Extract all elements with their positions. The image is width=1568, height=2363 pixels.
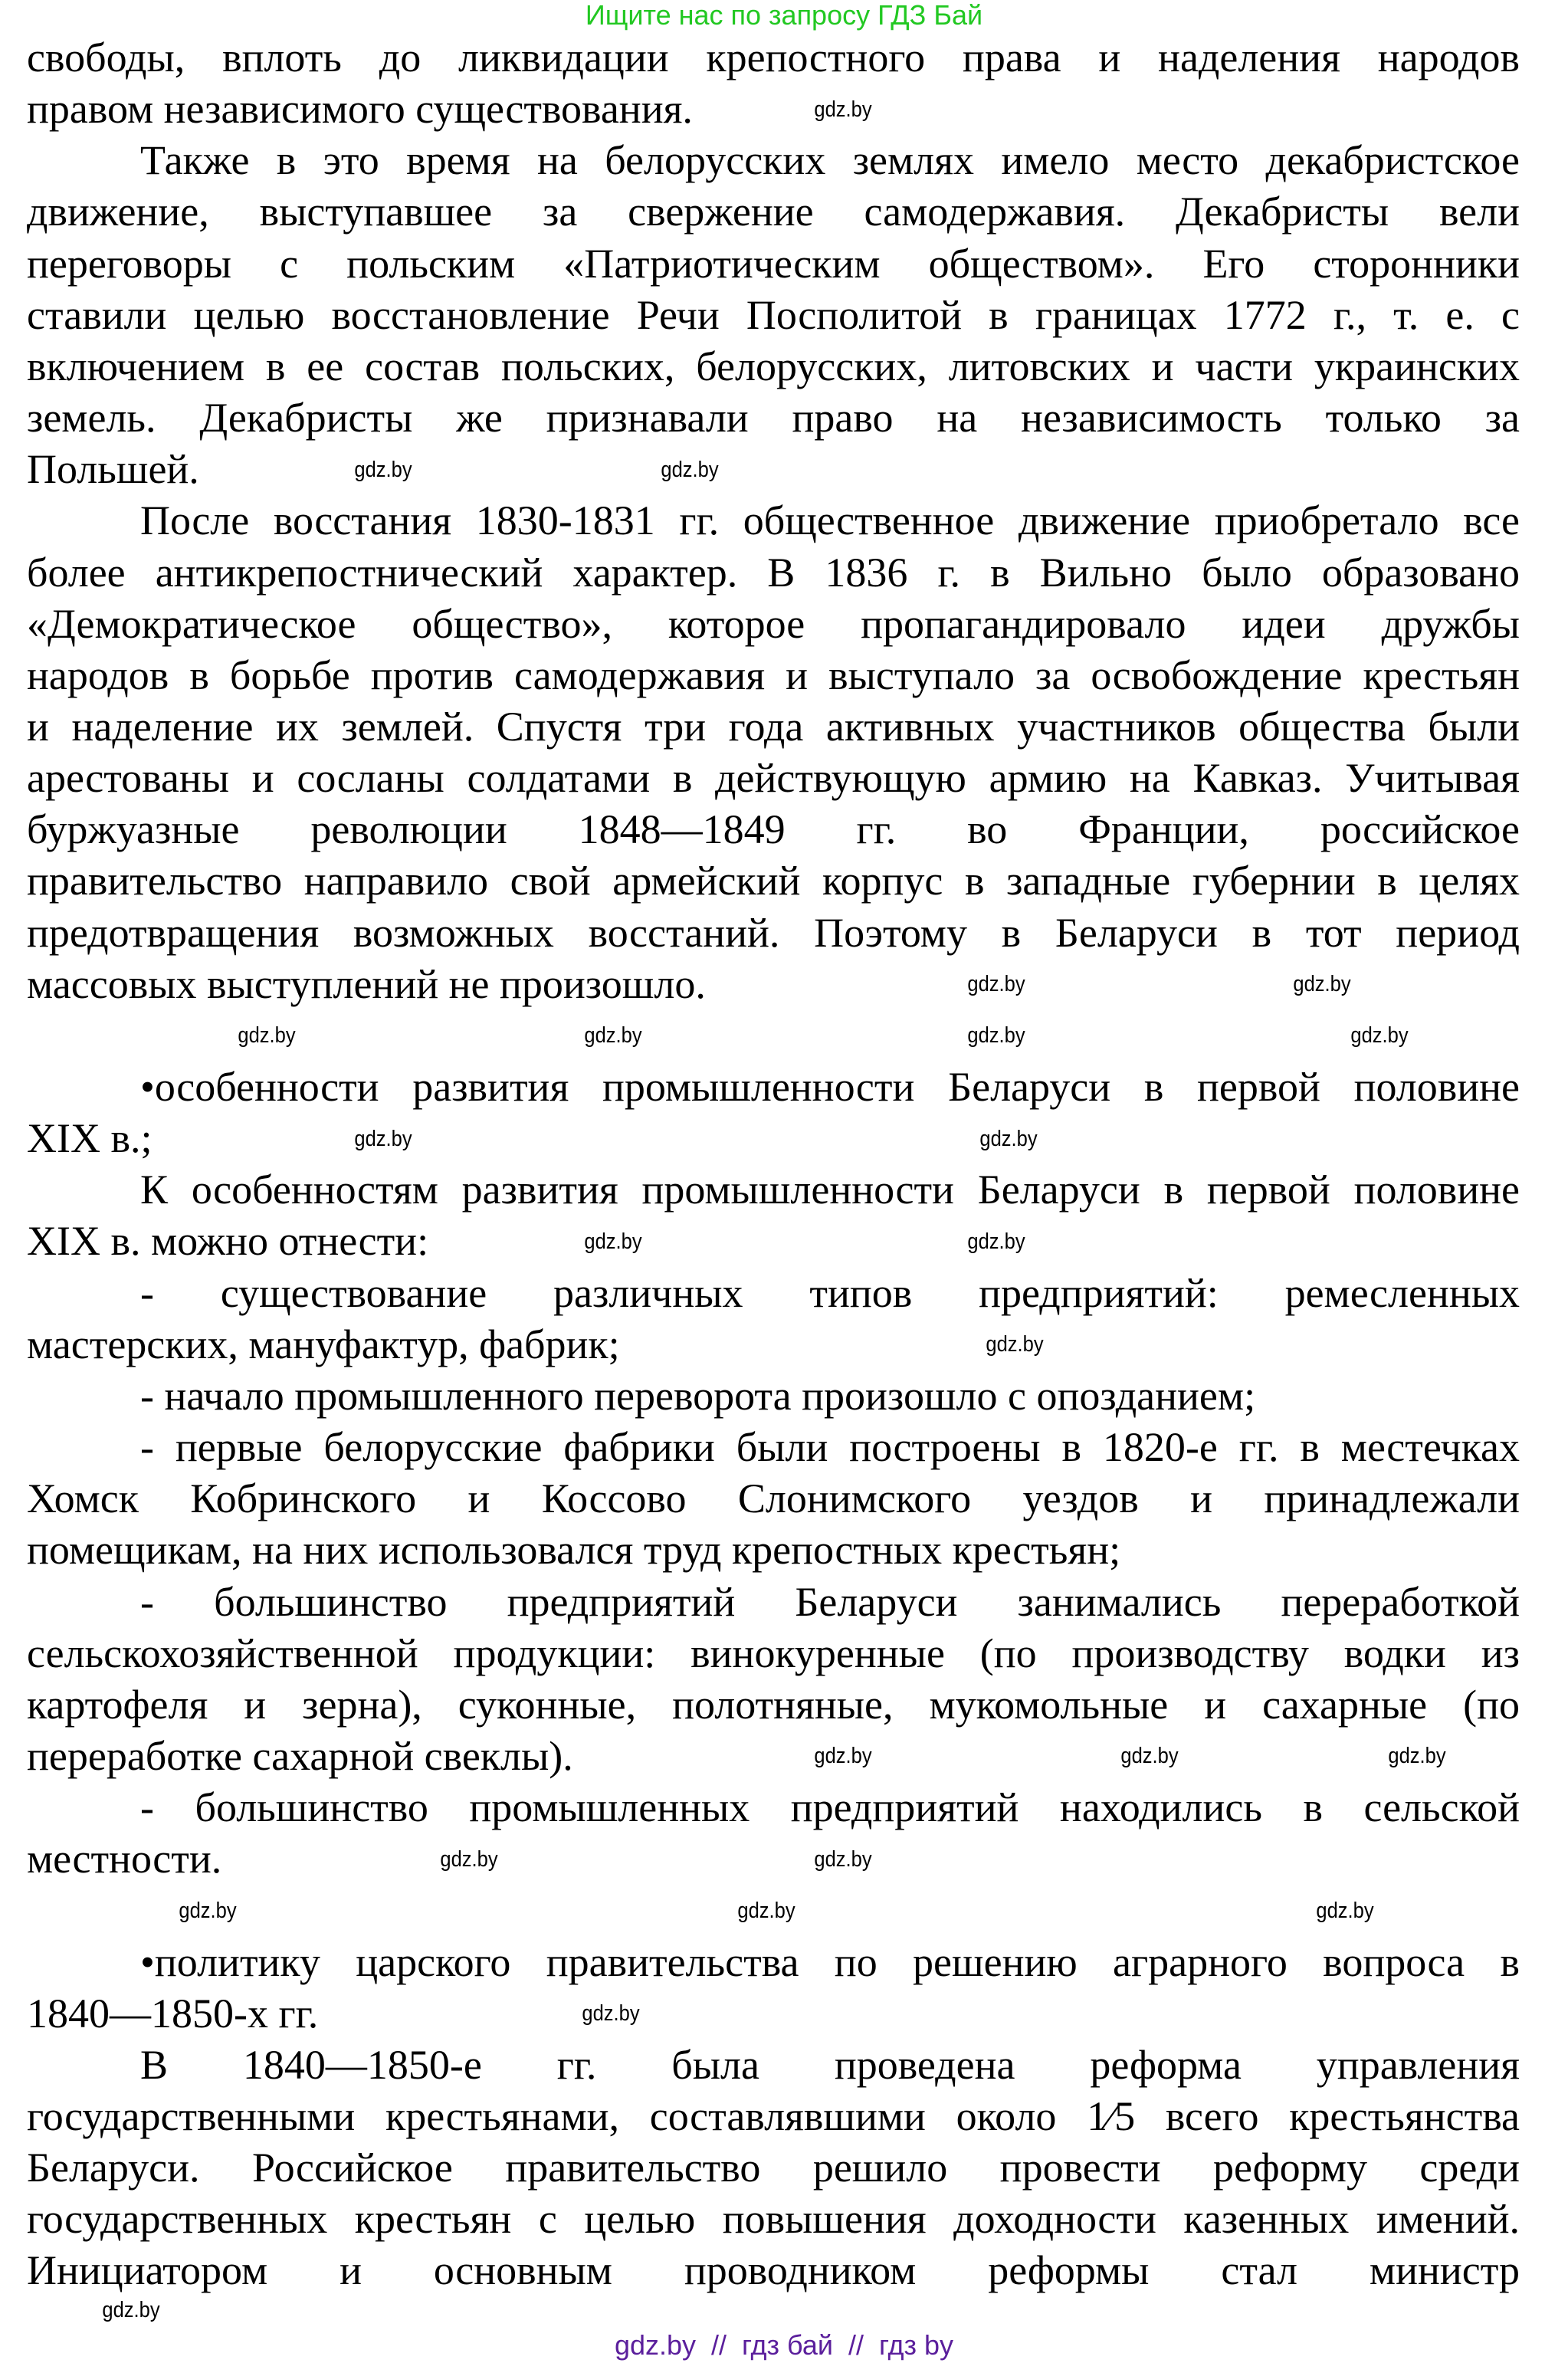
watermark: gdz.by <box>102 2298 160 2322</box>
text-line: помещикам, на них использовался труд крепостных крестьян; <box>27 1527 1121 1574</box>
watermark: gdz.by <box>979 1127 1038 1151</box>
text-line: переработке сахарной свеклы). <box>27 1732 573 1779</box>
watermark: gdz.by <box>1293 972 1351 996</box>
watermark: gdz.by <box>354 458 412 482</box>
text-line: картофеля и зерна), суконные, полотняные, мукомольные и сахарные (по <box>27 1681 1520 1728</box>
watermark: gdz.by <box>1388 1744 1446 1768</box>
footer-links[interactable]: gdz.by // гдз бай // гдз by <box>614 2329 954 2361</box>
text-line: предотвращения возможных восстаний. Поэтому в Беларуси в тот период <box>27 909 1520 956</box>
paragraph-start-line: К особенностям развития промышленности Беларуси в первой половине <box>140 1167 1520 1213</box>
text-line: свободы, вплоть до ликвидации крепостного права и наделения народов <box>27 34 1520 80</box>
text-line: Инициатором и основным проводником реформы стал министр <box>27 2247 1520 2294</box>
text-line: Польшей. <box>27 446 199 493</box>
text-line: мастерских, мануфактур, фабрик; <box>27 1321 620 1367</box>
search-hint-banner: Ищите нас по запросу ГДЗ Бай <box>585 0 983 31</box>
text-line: переговоры с польским «Патриотическим обществом». Его сторонники <box>27 240 1520 287</box>
text-line: земель. Декабристы же признавали право на независимость только за <box>27 395 1520 441</box>
text-line: арестованы и сосланы солдатами в действующую армию на Кавказ. Учитывая <box>27 755 1520 802</box>
question-heading: •особенности развития промышленности Беларуси в первой половине <box>140 1064 1520 1110</box>
text-line: правом независимого существования. <box>27 86 693 133</box>
watermark: gdz.by <box>582 2001 640 2026</box>
text-line: XIX в. можно отнести: <box>27 1218 429 1265</box>
watermark: gdz.by <box>238 1023 296 1048</box>
text-line: и наделение их землей. Спустя три года активных участников общества были <box>27 703 1520 750</box>
text-line: движение, выступавшее за свержение самодержавия. Декабристы вели <box>27 189 1520 235</box>
text-line: включением в ее состав польских, белорусских, литовских и части украинских <box>27 343 1520 389</box>
text-line: государственных крестьян с целью повышения доходности казенных имений. <box>27 2196 1520 2243</box>
watermark: gdz.by <box>814 1744 872 1768</box>
watermark: gdz.by <box>1316 1899 1374 1923</box>
watermark: gdz.by <box>814 1847 872 1872</box>
text-line: правительство направило свой армейский корпус в западные губернии в целях <box>27 858 1520 904</box>
watermark: gdz.by <box>584 1023 642 1048</box>
watermark: gdz.by <box>967 1229 1025 1254</box>
watermark: gdz.by <box>661 458 719 482</box>
watermark: gdz.by <box>967 972 1025 996</box>
text-line: местности. <box>27 1836 222 1882</box>
text-line: Хомск Кобринского и Коссово Слонимского уездов и принадлежали <box>27 1475 1520 1522</box>
paragraph-start-line: В 1840—1850-е гг. была проведена реформа управления <box>140 2041 1520 2088</box>
text-line: Беларуси. Российское правительство решило провести реформу среди <box>27 2145 1520 2191</box>
watermark: gdz.by <box>179 1899 237 1923</box>
text-line: государственными крестьянами, составлявшими около 1⁄5 всего крестьянства <box>27 2093 1520 2139</box>
watermark: gdz.by <box>986 1332 1044 1357</box>
watermark: gdz.by <box>584 1229 642 1254</box>
list-item: - первые белорусские фабрики были построены в 1820-е гг. в местечках <box>140 1424 1520 1471</box>
text-line: сельскохозяйственной продукции: винокуренные (по производству водки из <box>27 1629 1520 1676</box>
paragraph-start-line: Также в это время на белорусских землях имело место декабристское <box>140 137 1520 184</box>
list-item: - большинство предприятий Беларуси занимались переработкой <box>140 1578 1520 1625</box>
list-item: - большинство промышленных предприятий находились в сельской <box>140 1784 1520 1831</box>
watermark: gdz.by <box>1350 1023 1409 1048</box>
watermark: gdz.by <box>737 1899 795 1923</box>
watermark: gdz.by <box>967 1023 1025 1048</box>
watermark: gdz.by <box>1120 1744 1179 1768</box>
text-line: массовых выступлений не произошло. <box>27 960 706 1007</box>
question-heading: 1840—1850-х гг. <box>27 1990 319 2036</box>
question-heading: •политику царского правительства по решению аграрного вопроса в <box>140 1938 1520 1985</box>
watermark: gdz.by <box>814 97 872 122</box>
text-line: ставили целью восстановление Речи Посполитой в границах 1772 г., т. е. с <box>27 291 1520 338</box>
list-item: - существование различных типов предприятий: ремесленных <box>140 1269 1520 1316</box>
watermark: gdz.by <box>440 1847 498 1872</box>
text-line: более антикрепостнический характер. В 1836 г. в Вильно было образовано <box>27 549 1520 596</box>
text-line: «Демократическое общество», которое пропагандировало идеи дружбы <box>27 600 1520 647</box>
text-line: буржуазные революции 1848—1849 гг. во Франции, российское <box>27 806 1520 853</box>
question-heading: XIX в.; <box>27 1115 153 1162</box>
paragraph-start-line: После восстания 1830-1831 гг. общественное движение приобретало все <box>140 497 1520 544</box>
watermark: gdz.by <box>354 1127 412 1151</box>
list-item: - начало промышленного переворота произошло с опозданием; <box>140 1372 1256 1419</box>
text-line: народов в борьбе против самодержавия и выступало за освобождение крестьян <box>27 651 1520 698</box>
